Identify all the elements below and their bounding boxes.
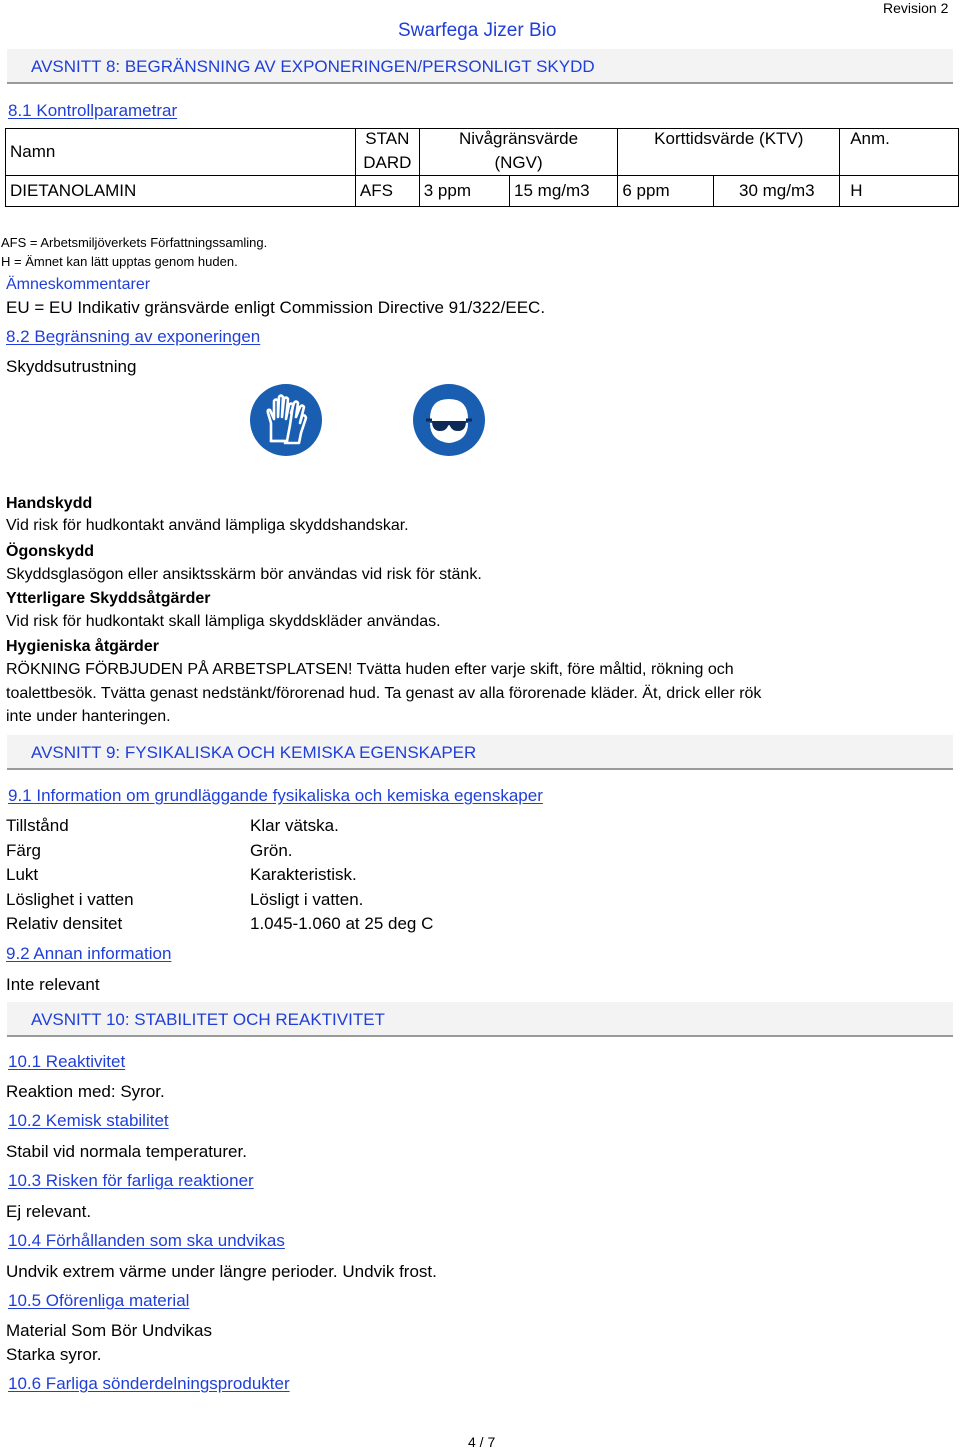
- section-8-title: AVSNITT 8: BEGRÄNSNING AV EXPONERINGEN/PERSONLIGT SKYDD: [31, 57, 595, 76]
- property-label-state: Tillstånd: [6, 816, 69, 835]
- section-8-header: [7, 49, 953, 84]
- substance-comments-label: Ämneskommentarer: [6, 276, 151, 293]
- hygiene-label: Hygieniska åtgärder: [6, 638, 159, 655]
- eye-protection-text: Skyddsglasögon eller ansiktsskärm bör användas vid risk för stänk.: [6, 566, 482, 583]
- section-9-header: [7, 735, 953, 770]
- section-10-title: AVSNITT 10: STABILITET OCH REAKTIVITET: [31, 1010, 385, 1029]
- col-header-ngv-2: (NGV): [419, 153, 618, 176]
- revision-label: Revision 2: [883, 0, 949, 16]
- cell-ngv-ppm: 3 ppm: [419, 176, 509, 207]
- cell-ngv-mg: 15 mg/m3: [510, 176, 618, 207]
- subsection-10-4-heading: 10.4 Förhållanden som ska undvikas: [8, 1231, 285, 1250]
- eye-protection-label: Ögonskydd: [6, 543, 95, 560]
- property-value-odor: Karakteristisk.: [250, 865, 357, 884]
- hand-protection-label: Handskydd: [6, 495, 93, 512]
- hazardous-reactions-text: Ej relevant.: [6, 1202, 92, 1221]
- note-h: H = Ämnet kan lätt upptas genom huden.: [1, 254, 238, 269]
- table-row: [6, 176, 959, 207]
- subsection-9-1-heading: 9.1 Information om grundläggande fysikaliska och kemiska egenskaper: [8, 786, 543, 805]
- materials-to-avoid-text: Starka syror.: [6, 1345, 102, 1364]
- conditions-to-avoid-text: Undvik extrem värme under längre perioder. Undvik frost.: [6, 1262, 437, 1281]
- subsection-10-3-heading: 10.3 Risken för farliga reaktioner: [8, 1171, 254, 1190]
- protective-equipment-label: Skyddsutrustning: [6, 357, 137, 376]
- property-label-solubility: Löslighet i vatten: [6, 890, 134, 909]
- section-10-header: [7, 1002, 953, 1037]
- section-9-title: AVSNITT 9: FYSIKALISKA OCH KEMISKA EGENSKAPER: [31, 743, 477, 762]
- subsection-10-6-heading: 10.6 Farliga sönderdelningsprodukter: [8, 1374, 290, 1393]
- cell-ktv-mg: 30 mg/m3: [714, 176, 840, 207]
- page-number: 4 / 7: [468, 1434, 496, 1450]
- col-header-standard-2: DARD: [355, 153, 419, 176]
- hygiene-text-line-3: inte under hanteringen.: [6, 708, 171, 725]
- subsection-10-2-heading: 10.2 Kemisk stabilitet: [8, 1111, 169, 1130]
- property-label-density: Relativ densitet: [6, 914, 123, 933]
- subsection-8-1-heading: 8.1 Kontrollparametrar: [8, 101, 178, 120]
- exposure-limits-table: [5, 128, 959, 207]
- extra-measures-label: Ytterligare Skyddsåtgärder: [6, 590, 211, 607]
- subsection-10-1-heading: 10.1 Reaktivitet: [8, 1052, 126, 1071]
- chemical-stability-text: Stabil vid normala temperaturer.: [6, 1142, 247, 1161]
- col-header-anm: Anm.: [840, 129, 959, 176]
- other-info-text: Inte relevant: [6, 975, 100, 994]
- col-header-name: Namn: [6, 129, 356, 176]
- gloves-icon: [249, 383, 323, 457]
- property-value-solubility: Lösligt i vatten.: [250, 890, 364, 909]
- property-label-odor: Lukt: [6, 865, 39, 884]
- subsection-10-5-heading: 10.5 Oförenliga material: [8, 1291, 190, 1310]
- cell-ktv-ppm: 6 ppm: [618, 176, 714, 207]
- hand-protection-text: Vid risk för hudkontakt använd lämpliga skyddshandskar.: [6, 517, 409, 534]
- col-header-ngv-1: Nivågränsvärde: [419, 129, 618, 154]
- product-name: Swarfega Jizer Bio: [398, 20, 557, 41]
- cell-standard: AFS: [355, 176, 419, 207]
- property-value-density: 1.045-1.060 at 25 deg C: [250, 914, 434, 933]
- property-label-color: Färg: [6, 841, 41, 860]
- cell-name: DIETANOLAMIN: [6, 176, 356, 207]
- substance-comments-text: EU = EU Indikativ gränsvärde enligt Commission Directive 91/322/EEC.: [6, 298, 546, 317]
- subsection-9-2-heading: 9.2 Annan information: [6, 944, 172, 963]
- hygiene-text-line-2: toalettbesök. Tvätta genast nedstänkt/förorenad hud. Ta genast av alla förorenade kläder. Ät, drick eller rök: [6, 685, 762, 702]
- reactivity-text: Reaktion med: Syror.: [6, 1082, 165, 1101]
- cell-anm: H: [840, 176, 959, 207]
- materials-to-avoid-label: Material Som Bör Undvikas: [6, 1321, 212, 1340]
- note-afs: AFS = Arbetsmiljöverkets Författningssamling.: [1, 235, 268, 250]
- property-value-state: Klar vätska.: [250, 816, 339, 835]
- hygiene-text-line-1: RÖKNING FÖRBJUDEN PÅ ARBETSPLATSEN! Tvätta huden efter varje skift, före måltid, rökning och: [6, 661, 734, 678]
- extra-measures-text: Vid risk för hudkontakt skall lämpliga skyddskläder användas.: [6, 613, 441, 630]
- col-header-standard-1: STAN: [355, 129, 419, 154]
- subsection-8-2-heading: 8.2 Begränsning av exponeringen: [6, 327, 261, 346]
- col-header-ktv: Korttidsvärde (KTV): [618, 129, 840, 176]
- goggles-icon: [412, 383, 486, 457]
- property-value-color: Grön.: [250, 841, 293, 860]
